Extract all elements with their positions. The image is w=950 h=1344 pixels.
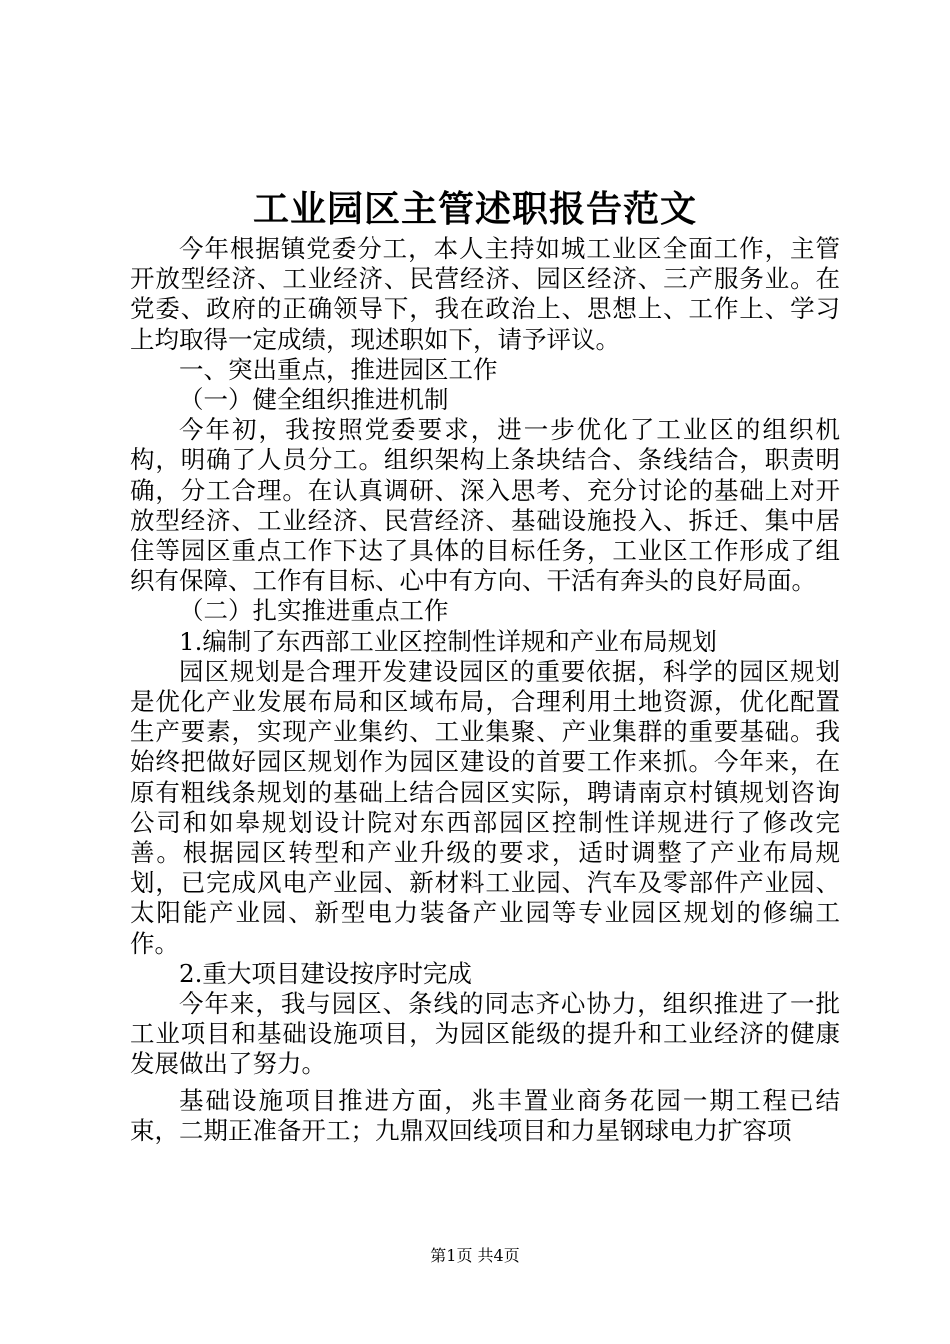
body-paragraph: 今年初，我按照党委要求，进一步优化了工业区的组织机构，明确了人员分工。组织架构上条块结合、条线结合，职责明确，分工合理。在认真调研、深入思考、充分讨论的基础上对开放型经济、工业经济、民营经济、基础设施投入、拆迁、集中居住等园区重点工作下达了具体的目标任务，工业区工作形成了组织有保障、工作有目标、心中有方向、干活有奔头的良好局面。 (130, 415, 840, 596)
body-paragraph: 今年来，我与园区、条线的同志齐心协力，组织推进了一批工业项目和基础设施项目，为园区能级的提升和工业经济的健康发展做出了努力。 (130, 989, 840, 1079)
intro-paragraph: 今年根据镇党委分工，本人主持如城工业区全面工作，主管开放型经济、工业经济、民营经济、园区经济、三产服务业。在党委、政府的正确领导下，我在政治上、思想上、工作上、学习上均取得一定成绩，现述职如下，请予评议。 (130, 234, 840, 354)
page-footer: 第1页 共4页 (430, 1246, 520, 1265)
document-title: 工业园区主管述职报告范文 (252, 188, 697, 230)
document-body (130, 234, 840, 1146)
section-heading-1: 一、突出重点，推进园区工作 (179, 354, 498, 384)
item-heading-2: 2.重大项目建设按序时完成 (179, 958, 472, 988)
body-paragraph: 园区规划是合理开发建设园区的重要依据，科学的园区规划是优化产业发展布局和区域布局，合理利用土地资源，优化配置生产要素，实现产业集约、工业集聚、产业集群的重要基础。我始终把做好园区规划作为园区建设的首要工作来抓。今年来，在原有粗线条规划的基础上结合园区实际，聘请南京村镇规划咨询公司和如皋规划设计院对东西部园区控制性详规进行了修改完善。根据园区转型和产业升级的要求，适时调整了产业布局规划，已完成风电产业园、新材料工业园、汽车及零部件产业园、太阳能产业园、新型电力装备产业园等专业园区规划的修编工作。 (130, 656, 840, 958)
body-paragraph: 基础设施项目推进方面，兆丰置业商务花园一期工程已结束，二期正准备开工；九鼎双回线项目和力星钢球电力扩容项 (130, 1085, 840, 1145)
subsection-heading-1: （一）健全组织推进机制 (179, 385, 449, 415)
subsection-heading-2: （二）扎实推进重点工作 (179, 596, 449, 626)
item-heading-1: 1.编制了东西部工业区控制性详规和产业布局规划 (179, 626, 717, 656)
